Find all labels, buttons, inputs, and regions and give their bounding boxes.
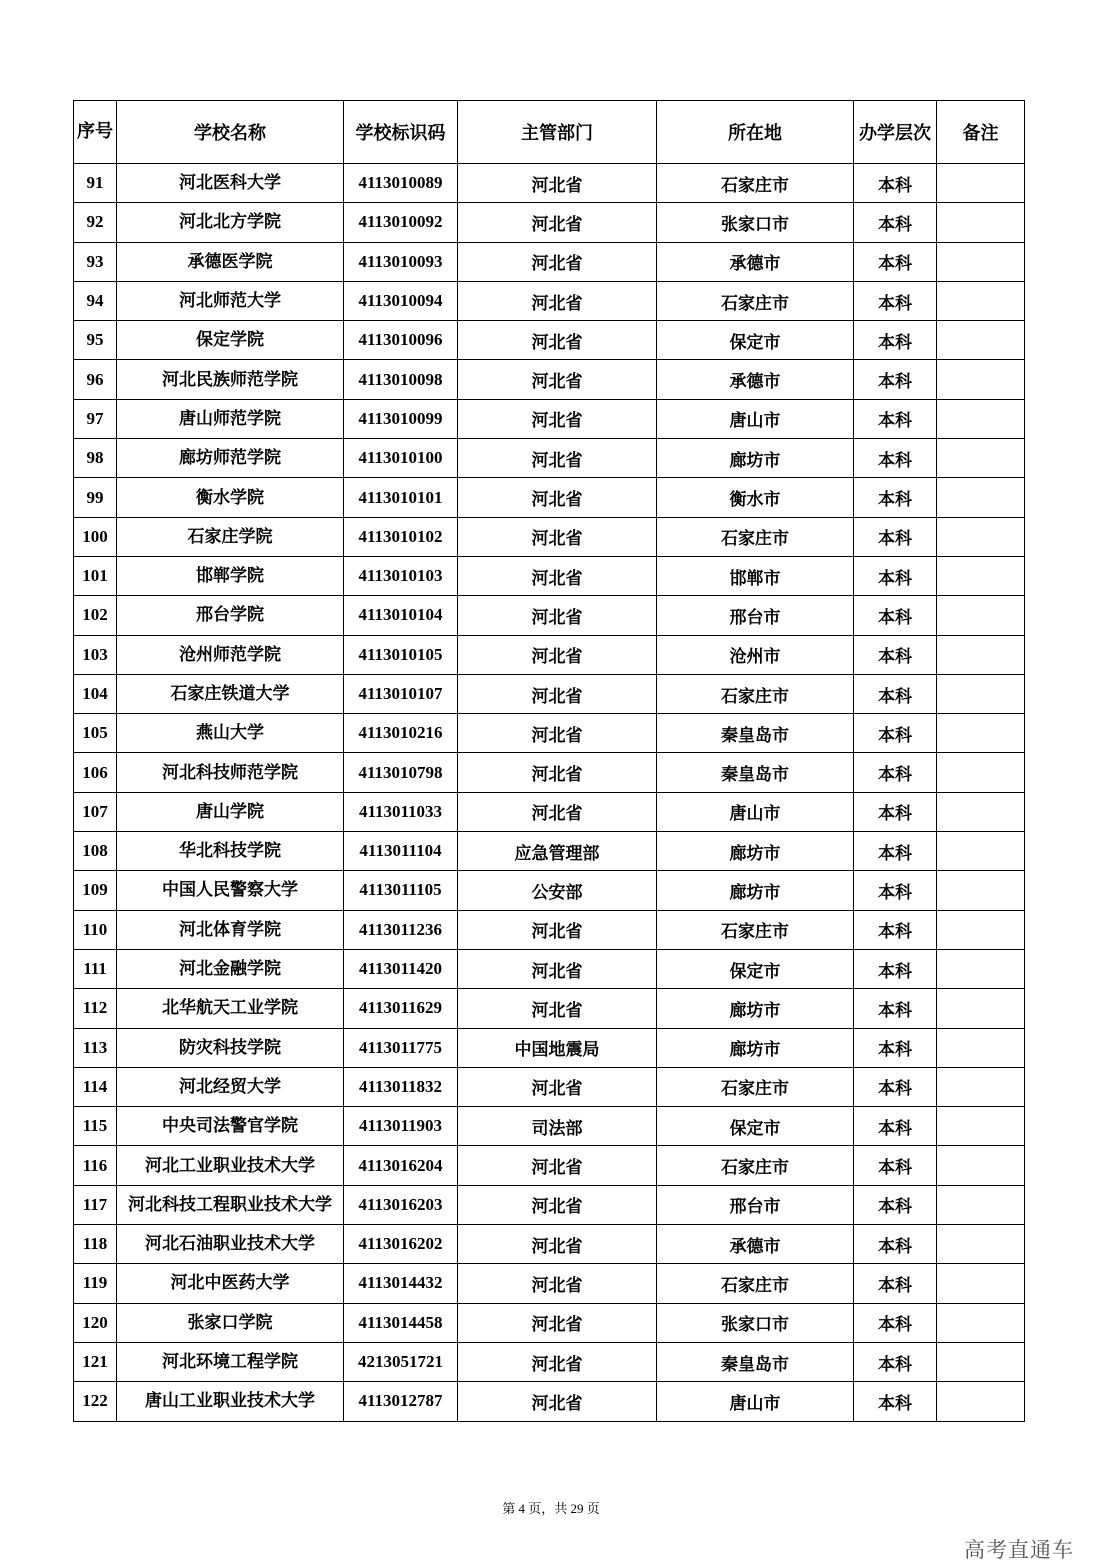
cell-level: 本科 xyxy=(854,281,937,320)
cell-no: 104 xyxy=(74,674,117,713)
school-list-table xyxy=(73,100,1025,1422)
cell-note xyxy=(937,674,1025,713)
cell-name: 中央司法警官学院 xyxy=(117,1107,344,1146)
cell-code: 4113010092 xyxy=(344,203,458,242)
cell-name: 河北北方学院 xyxy=(117,203,344,242)
cell-no: 114 xyxy=(74,1067,117,1106)
cell-level: 本科 xyxy=(854,674,937,713)
cell-dept: 公安部 xyxy=(458,871,657,910)
cell-code: 4113010216 xyxy=(344,714,458,753)
cell-location: 张家口市 xyxy=(657,203,854,242)
cell-dept: 河北省 xyxy=(458,1382,657,1421)
cell-no: 97 xyxy=(74,399,117,438)
cell-location: 保定市 xyxy=(657,1107,854,1146)
cell-note xyxy=(937,832,1025,871)
cell-location: 石家庄市 xyxy=(657,1264,854,1303)
cell-level: 本科 xyxy=(854,1382,937,1421)
cell-location: 衡水市 xyxy=(657,478,854,517)
cell-dept: 司法部 xyxy=(458,1107,657,1146)
cell-level: 本科 xyxy=(854,635,937,674)
cell-code: 4113011104 xyxy=(344,832,458,871)
table-row xyxy=(74,399,1025,438)
cell-dept: 河北省 xyxy=(458,596,657,635)
table-row xyxy=(74,281,1025,320)
cell-code: 4113010096 xyxy=(344,321,458,360)
cell-note xyxy=(937,281,1025,320)
cell-code: 4113011105 xyxy=(344,871,458,910)
cell-no: 116 xyxy=(74,1146,117,1185)
cell-name: 河北科技师范学院 xyxy=(117,753,344,792)
cell-location: 廊坊市 xyxy=(657,871,854,910)
cell-code: 4213051721 xyxy=(344,1342,458,1381)
cell-location: 邯郸市 xyxy=(657,556,854,595)
cell-location: 秦皇岛市 xyxy=(657,1342,854,1381)
cell-name: 中国人民警察大学 xyxy=(117,871,344,910)
cell-level: 本科 xyxy=(854,321,937,360)
table-row xyxy=(74,1342,1025,1381)
cell-name: 河北环境工程学院 xyxy=(117,1342,344,1381)
table-row xyxy=(74,1107,1025,1146)
cell-no: 94 xyxy=(74,281,117,320)
table-row xyxy=(74,832,1025,871)
cell-level: 本科 xyxy=(854,1028,937,1067)
cell-dept: 河北省 xyxy=(458,910,657,949)
table-row xyxy=(74,517,1025,556)
cell-no: 92 xyxy=(74,203,117,242)
header-dept: 主管部门 xyxy=(458,101,657,164)
cell-location: 石家庄市 xyxy=(657,1067,854,1106)
cell-name: 河北石油职业技术大学 xyxy=(117,1225,344,1264)
cell-level: 本科 xyxy=(854,242,937,281)
cell-name: 张家口学院 xyxy=(117,1303,344,1342)
cell-dept: 河北省 xyxy=(458,321,657,360)
cell-note xyxy=(937,1107,1025,1146)
cell-code: 4113010101 xyxy=(344,478,458,517)
cell-no: 95 xyxy=(74,321,117,360)
cell-location: 石家庄市 xyxy=(657,281,854,320)
cell-dept: 河北省 xyxy=(458,949,657,988)
cell-level: 本科 xyxy=(854,203,937,242)
cell-code: 4113010099 xyxy=(344,399,458,438)
cell-level: 本科 xyxy=(854,478,937,517)
table-row xyxy=(74,1028,1025,1067)
cell-location: 廊坊市 xyxy=(657,832,854,871)
cell-name: 河北工业职业技术大学 xyxy=(117,1146,344,1185)
cell-code: 4113010103 xyxy=(344,556,458,595)
header-no: 序号 xyxy=(74,101,117,164)
cell-note xyxy=(937,321,1025,360)
cell-note xyxy=(937,203,1025,242)
cell-no: 122 xyxy=(74,1382,117,1421)
table-row xyxy=(74,714,1025,753)
cell-code: 4113011775 xyxy=(344,1028,458,1067)
cell-level: 本科 xyxy=(854,439,937,478)
cell-note xyxy=(937,556,1025,595)
cell-location: 石家庄市 xyxy=(657,674,854,713)
cell-name: 燕山大学 xyxy=(117,714,344,753)
cell-dept: 河北省 xyxy=(458,164,657,203)
cell-code: 4113010105 xyxy=(344,635,458,674)
table-row xyxy=(74,635,1025,674)
cell-dept: 河北省 xyxy=(458,674,657,713)
header-code: 学校标识码 xyxy=(344,101,458,164)
cell-code: 4113010098 xyxy=(344,360,458,399)
cell-level: 本科 xyxy=(854,1185,937,1224)
cell-level: 本科 xyxy=(854,949,937,988)
cell-code: 4113012787 xyxy=(344,1382,458,1421)
cell-name: 承德医学院 xyxy=(117,242,344,281)
cell-level: 本科 xyxy=(854,1264,937,1303)
cell-dept: 河北省 xyxy=(458,635,657,674)
table-row xyxy=(74,596,1025,635)
cell-level: 本科 xyxy=(854,360,937,399)
cell-code: 4113011420 xyxy=(344,949,458,988)
cell-location: 保定市 xyxy=(657,321,854,360)
cell-dept: 河北省 xyxy=(458,360,657,399)
cell-code: 4113010107 xyxy=(344,674,458,713)
cell-level: 本科 xyxy=(854,164,937,203)
page-footer: 第 4 页，共 29 页 xyxy=(502,1501,600,1516)
cell-name: 河北民族师范学院 xyxy=(117,360,344,399)
cell-no: 113 xyxy=(74,1028,117,1067)
cell-dept: 河北省 xyxy=(458,714,657,753)
table-row xyxy=(74,792,1025,831)
cell-no: 108 xyxy=(74,832,117,871)
cell-location: 邢台市 xyxy=(657,596,854,635)
cell-name: 邯郸学院 xyxy=(117,556,344,595)
cell-location: 秦皇岛市 xyxy=(657,714,854,753)
table-row xyxy=(74,439,1025,478)
cell-dept: 河北省 xyxy=(458,399,657,438)
cell-level: 本科 xyxy=(854,910,937,949)
cell-code: 4113010798 xyxy=(344,753,458,792)
cell-level: 本科 xyxy=(854,596,937,635)
table-row xyxy=(74,242,1025,281)
cell-name: 河北经贸大学 xyxy=(117,1067,344,1106)
cell-location: 承德市 xyxy=(657,242,854,281)
header-note: 备注 xyxy=(937,101,1025,164)
cell-level: 本科 xyxy=(854,1146,937,1185)
cell-name: 沧州师范学院 xyxy=(117,635,344,674)
cell-note xyxy=(937,517,1025,556)
cell-code: 4113010104 xyxy=(344,596,458,635)
cell-name: 河北中医药大学 xyxy=(117,1264,344,1303)
cell-no: 98 xyxy=(74,439,117,478)
cell-code: 4113010094 xyxy=(344,281,458,320)
table-header-row xyxy=(74,101,1025,164)
cell-dept: 河北省 xyxy=(458,517,657,556)
cell-level: 本科 xyxy=(854,1303,937,1342)
cell-dept: 河北省 xyxy=(458,203,657,242)
cell-level: 本科 xyxy=(854,753,937,792)
cell-note xyxy=(937,792,1025,831)
cell-name: 石家庄学院 xyxy=(117,517,344,556)
cell-no: 106 xyxy=(74,753,117,792)
cell-name: 防灾科技学院 xyxy=(117,1028,344,1067)
cell-name: 河北金融学院 xyxy=(117,949,344,988)
table-row xyxy=(74,321,1025,360)
table-row xyxy=(74,1185,1025,1224)
table-row xyxy=(74,360,1025,399)
cell-dept: 河北省 xyxy=(458,1264,657,1303)
cell-location: 廊坊市 xyxy=(657,439,854,478)
cell-location: 张家口市 xyxy=(657,1303,854,1342)
cell-location: 秦皇岛市 xyxy=(657,753,854,792)
cell-location: 邢台市 xyxy=(657,1185,854,1224)
cell-location: 唐山市 xyxy=(657,1382,854,1421)
cell-dept: 河北省 xyxy=(458,1303,657,1342)
cell-note xyxy=(937,871,1025,910)
cell-level: 本科 xyxy=(854,989,937,1028)
cell-no: 119 xyxy=(74,1264,117,1303)
cell-name: 邢台学院 xyxy=(117,596,344,635)
cell-location: 唐山市 xyxy=(657,792,854,831)
cell-code: 4113010102 xyxy=(344,517,458,556)
cell-dept: 河北省 xyxy=(458,1146,657,1185)
cell-name: 唐山师范学院 xyxy=(117,399,344,438)
cell-code: 4113016204 xyxy=(344,1146,458,1185)
cell-note xyxy=(937,1264,1025,1303)
cell-level: 本科 xyxy=(854,1342,937,1381)
cell-note xyxy=(937,1028,1025,1067)
cell-name: 保定学院 xyxy=(117,321,344,360)
table-row xyxy=(74,910,1025,949)
cell-dept: 应急管理部 xyxy=(458,832,657,871)
cell-note xyxy=(937,1146,1025,1185)
cell-level: 本科 xyxy=(854,832,937,871)
cell-no: 109 xyxy=(74,871,117,910)
cell-dept: 中国地震局 xyxy=(458,1028,657,1067)
table-row xyxy=(74,1264,1025,1303)
cell-dept: 河北省 xyxy=(458,281,657,320)
cell-dept: 河北省 xyxy=(458,1225,657,1264)
cell-location: 保定市 xyxy=(657,949,854,988)
cell-no: 99 xyxy=(74,478,117,517)
cell-code: 4113016203 xyxy=(344,1185,458,1224)
cell-no: 93 xyxy=(74,242,117,281)
table-row xyxy=(74,674,1025,713)
cell-note xyxy=(937,1067,1025,1106)
table-row xyxy=(74,989,1025,1028)
cell-no: 103 xyxy=(74,635,117,674)
cell-no: 105 xyxy=(74,714,117,753)
cell-dept: 河北省 xyxy=(458,439,657,478)
cell-note xyxy=(937,360,1025,399)
cell-dept: 河北省 xyxy=(458,989,657,1028)
cell-note xyxy=(937,242,1025,281)
cell-name: 石家庄铁道大学 xyxy=(117,674,344,713)
cell-note xyxy=(937,989,1025,1028)
cell-note xyxy=(937,1342,1025,1381)
cell-level: 本科 xyxy=(854,871,937,910)
cell-name: 廊坊师范学院 xyxy=(117,439,344,478)
table-row xyxy=(74,1146,1025,1185)
cell-note xyxy=(937,596,1025,635)
cell-name: 唐山学院 xyxy=(117,792,344,831)
cell-code: 4113011903 xyxy=(344,1107,458,1146)
cell-no: 91 xyxy=(74,164,117,203)
cell-note xyxy=(937,439,1025,478)
cell-note xyxy=(937,949,1025,988)
cell-level: 本科 xyxy=(854,556,937,595)
cell-name: 北华航天工业学院 xyxy=(117,989,344,1028)
cell-note xyxy=(937,399,1025,438)
cell-dept: 河北省 xyxy=(458,753,657,792)
cell-no: 115 xyxy=(74,1107,117,1146)
cell-level: 本科 xyxy=(854,1107,937,1146)
cell-level: 本科 xyxy=(854,517,937,556)
cell-note xyxy=(937,478,1025,517)
cell-dept: 河北省 xyxy=(458,242,657,281)
cell-level: 本科 xyxy=(854,714,937,753)
cell-level: 本科 xyxy=(854,1067,937,1106)
cell-no: 110 xyxy=(74,910,117,949)
cell-note xyxy=(937,910,1025,949)
cell-level: 本科 xyxy=(854,792,937,831)
cell-code: 4113011033 xyxy=(344,792,458,831)
cell-no: 102 xyxy=(74,596,117,635)
cell-code: 4113014432 xyxy=(344,1264,458,1303)
table-row xyxy=(74,203,1025,242)
cell-no: 96 xyxy=(74,360,117,399)
cell-location: 石家庄市 xyxy=(657,910,854,949)
cell-location: 唐山市 xyxy=(657,399,854,438)
cell-name: 河北体育学院 xyxy=(117,910,344,949)
cell-no: 118 xyxy=(74,1225,117,1264)
table-row xyxy=(74,1225,1025,1264)
header-location: 所在地 xyxy=(657,101,854,164)
cell-name: 衡水学院 xyxy=(117,478,344,517)
cell-no: 100 xyxy=(74,517,117,556)
cell-location: 廊坊市 xyxy=(657,1028,854,1067)
cell-dept: 河北省 xyxy=(458,1342,657,1381)
table-row xyxy=(74,1067,1025,1106)
table-row xyxy=(74,556,1025,595)
cell-note xyxy=(937,164,1025,203)
cell-name: 河北师范大学 xyxy=(117,281,344,320)
cell-no: 112 xyxy=(74,989,117,1028)
header-name: 学校名称 xyxy=(117,101,344,164)
cell-note xyxy=(937,1382,1025,1421)
cell-location: 廊坊市 xyxy=(657,989,854,1028)
cell-note xyxy=(937,714,1025,753)
cell-dept: 河北省 xyxy=(458,1067,657,1106)
table-row xyxy=(74,753,1025,792)
cell-note xyxy=(937,753,1025,792)
cell-dept: 河北省 xyxy=(458,556,657,595)
cell-level: 本科 xyxy=(854,399,937,438)
cell-name: 河北医科大学 xyxy=(117,164,344,203)
cell-level: 本科 xyxy=(854,1225,937,1264)
cell-location: 石家庄市 xyxy=(657,517,854,556)
cell-code: 4113010093 xyxy=(344,242,458,281)
table-row xyxy=(74,1303,1025,1342)
cell-code: 4113011629 xyxy=(344,989,458,1028)
cell-code: 4113010100 xyxy=(344,439,458,478)
table-row xyxy=(74,871,1025,910)
cell-no: 101 xyxy=(74,556,117,595)
cell-location: 石家庄市 xyxy=(657,164,854,203)
cell-location: 承德市 xyxy=(657,1225,854,1264)
table-row xyxy=(74,478,1025,517)
cell-no: 107 xyxy=(74,792,117,831)
cell-note xyxy=(937,1303,1025,1342)
cell-dept: 河北省 xyxy=(458,1185,657,1224)
cell-dept: 河北省 xyxy=(458,478,657,517)
cell-no: 111 xyxy=(74,949,117,988)
header-level: 办学层次 xyxy=(854,101,937,164)
cell-location: 承德市 xyxy=(657,360,854,399)
table-row xyxy=(74,164,1025,203)
cell-no: 121 xyxy=(74,1342,117,1381)
cell-note xyxy=(937,635,1025,674)
cell-location: 石家庄市 xyxy=(657,1146,854,1185)
watermark-text: 高考直通车 xyxy=(964,1538,1074,1562)
cell-name: 唐山工业职业技术大学 xyxy=(117,1382,344,1421)
cell-code: 4113014458 xyxy=(344,1303,458,1342)
cell-name: 华北科技学院 xyxy=(117,832,344,871)
cell-note xyxy=(937,1185,1025,1224)
cell-no: 120 xyxy=(74,1303,117,1342)
cell-no: 117 xyxy=(74,1185,117,1224)
cell-note xyxy=(937,1225,1025,1264)
table-row xyxy=(74,1382,1025,1421)
cell-code: 4113011236 xyxy=(344,910,458,949)
cell-location: 沧州市 xyxy=(657,635,854,674)
cell-code: 4113016202 xyxy=(344,1225,458,1264)
cell-name: 河北科技工程职业技术大学 xyxy=(117,1185,344,1224)
table-row xyxy=(74,949,1025,988)
cell-code: 4113010089 xyxy=(344,164,458,203)
cell-code: 4113011832 xyxy=(344,1067,458,1106)
cell-dept: 河北省 xyxy=(458,792,657,831)
